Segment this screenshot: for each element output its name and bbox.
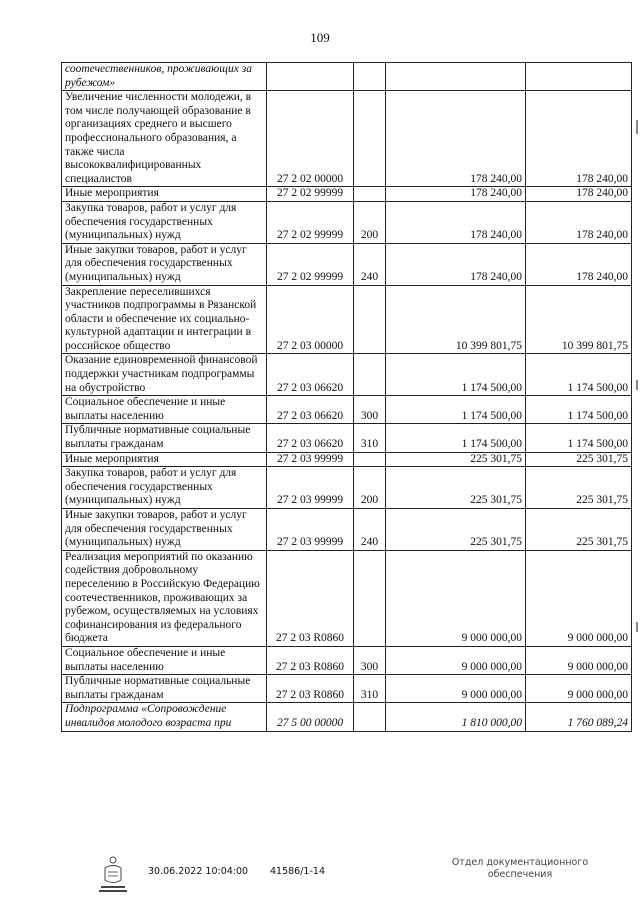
row-name: Иные закупки товаров, работ и услуг для обеспечения государственных (муниципальных) нужд [62,243,267,285]
row-amount-2022: 225 301,75 [386,452,526,467]
stamp-line-1: Отдел документационного [451,857,589,868]
row-amount-2022: 178 240,00 [386,187,526,202]
row-amount-2022: 1 174 500,00 [386,354,526,396]
row-amount-executed: 9 000 000,00 [526,675,632,703]
table-row [62,63,632,91]
emblem-icon [96,854,130,894]
row-code: 27 2 03 99999 [267,467,354,509]
scan-edge-mark [636,622,638,632]
row-code: 27 2 03 99999 [267,509,354,551]
row-amount-executed: 178 240,00 [526,243,632,285]
page-number: 109 [310,30,330,45]
row-code: 27 5 00 00000 [267,703,354,731]
row-expense-type [354,187,386,202]
row-amount-2022: 1 174 500,00 [386,424,526,452]
table-row [62,91,632,187]
row-amount-2022: 225 301,75 [386,467,526,509]
row-expense-type [354,550,386,646]
row-expense-type [354,703,386,731]
table-row [62,285,632,354]
table-row [62,201,632,243]
row-name: Увеличение численности молодежи, в том числе получающей образование в организациях среднего и высшего профессионального образования, а также числа высококвалифицированных специалистов [62,91,267,187]
row-amount-2022 [386,63,526,91]
row-amount-2022: 9 000 000,00 [386,646,526,674]
row-code: 27 2 03 06620 [267,396,354,424]
row-expense-type [354,354,386,396]
row-name: соотечественников, проживающих за рубежом» [62,63,267,91]
row-amount-2022: 1 810 000,00 [386,703,526,731]
row-code: 27 2 03 R0860 [267,550,354,646]
row-amount-2022: 178 240,00 [386,91,526,187]
row-name: Публичные нормативные социальные выплаты гражданам [62,424,267,452]
stamp-line-2: обеспечения [487,869,553,880]
department-stamp [440,857,600,881]
print-datetime: 30.06.2022 10:04:00 [148,866,249,877]
row-name: Иные мероприятия [62,452,267,467]
row-expense-type: 300 [354,646,386,674]
row-name: Закрепление переселившихся участников подпрограммы в Рязанской области и обеспечение их социально-культурной адаптации и интеграции в российское общество [62,285,267,354]
table-row [62,354,632,396]
row-name: Социальное обеспечение и иные выплаты населению [62,646,267,674]
budget-table [61,62,632,732]
row-code: 27 2 03 06620 [267,424,354,452]
row-expense-type [354,63,386,91]
row-name: Подпрограмма «Сопровождение инвалидов молодого возраста при [62,703,267,731]
row-expense-type [354,452,386,467]
row-code: 27 2 03 99999 [267,452,354,467]
row-code: 27 2 02 99999 [267,201,354,243]
row-expense-type: 310 [354,675,386,703]
document-id: 41586/1-14 [270,866,325,877]
row-expense-type: 310 [354,424,386,452]
row-amount-executed: 178 240,00 [526,91,632,187]
table-row [62,509,632,551]
row-amount-2022: 1 174 500,00 [386,396,526,424]
table-row [62,675,632,703]
row-amount-2022: 225 301,75 [386,509,526,551]
scan-edge-mark [636,120,638,134]
row-expense-type: 240 [354,509,386,551]
table-row [62,187,632,202]
row-code: 27 2 03 00000 [267,285,354,354]
row-code [267,63,354,91]
row-amount-2022: 10 399 801,75 [386,285,526,354]
row-name: Закупка товаров, работ и услуг для обеспечения государственных (муниципальных) нужд [62,467,267,509]
row-name: Закупка товаров, работ и услуг для обеспечения государственных (муниципальных) нужд [62,201,267,243]
row-expense-type: 240 [354,243,386,285]
table-row [62,550,632,646]
row-amount-executed: 1 174 500,00 [526,354,632,396]
table-row [62,467,632,509]
table-row [62,703,632,731]
row-amount-executed: 178 240,00 [526,187,632,202]
row-code: 27 2 02 99999 [267,243,354,285]
table-row [62,396,632,424]
row-amount-executed: 225 301,75 [526,509,632,551]
row-code: 27 2 02 00000 [267,91,354,187]
row-expense-type [354,91,386,187]
row-amount-executed [526,63,632,91]
row-amount-executed: 178 240,00 [526,201,632,243]
row-code: 27 2 03 R0860 [267,675,354,703]
row-amount-2022: 178 240,00 [386,243,526,285]
table-row [62,452,632,467]
row-expense-type: 200 [354,467,386,509]
row-name: Социальное обеспечение и иные выплаты населению [62,396,267,424]
row-amount-2022: 178 240,00 [386,201,526,243]
row-expense-type [354,285,386,354]
row-amount-executed: 1 760 089,24 [526,703,632,731]
row-name: Иные мероприятия [62,187,267,202]
row-amount-executed: 225 301,75 [526,452,632,467]
table-row [62,424,632,452]
row-amount-executed: 1 174 500,00 [526,424,632,452]
table-row [62,243,632,285]
row-amount-executed: 9 000 000,00 [526,550,632,646]
table-row [62,646,632,674]
row-name: Иные закупки товаров, работ и услуг для обеспечения государственных (муниципальных) нужд [62,509,267,551]
row-code: 27 2 03 R0860 [267,646,354,674]
row-amount-executed: 10 399 801,75 [526,285,632,354]
row-amount-2022: 9 000 000,00 [386,550,526,646]
row-name: Реализация мероприятий по оказанию содействия добровольному переселению в Российскую Федерацию соотечественников, проживающих за рубежом, осуществляемых на условиях софинансирования из федерального бюджета [62,550,267,646]
row-amount-executed: 1 174 500,00 [526,396,632,424]
row-code: 27 2 02 99999 [267,187,354,202]
page-footer [0,858,640,898]
row-amount-2022: 9 000 000,00 [386,675,526,703]
row-amount-executed: 225 301,75 [526,467,632,509]
row-name: Публичные нормативные социальные выплаты гражданам [62,675,267,703]
row-code: 27 2 03 06620 [267,354,354,396]
scan-edge-mark [636,380,638,390]
row-amount-executed: 9 000 000,00 [526,646,632,674]
row-name: Оказание единовременной финансовой поддержки участникам подпрограммы на обустройство [62,354,267,396]
row-expense-type: 200 [354,201,386,243]
row-expense-type: 300 [354,396,386,424]
